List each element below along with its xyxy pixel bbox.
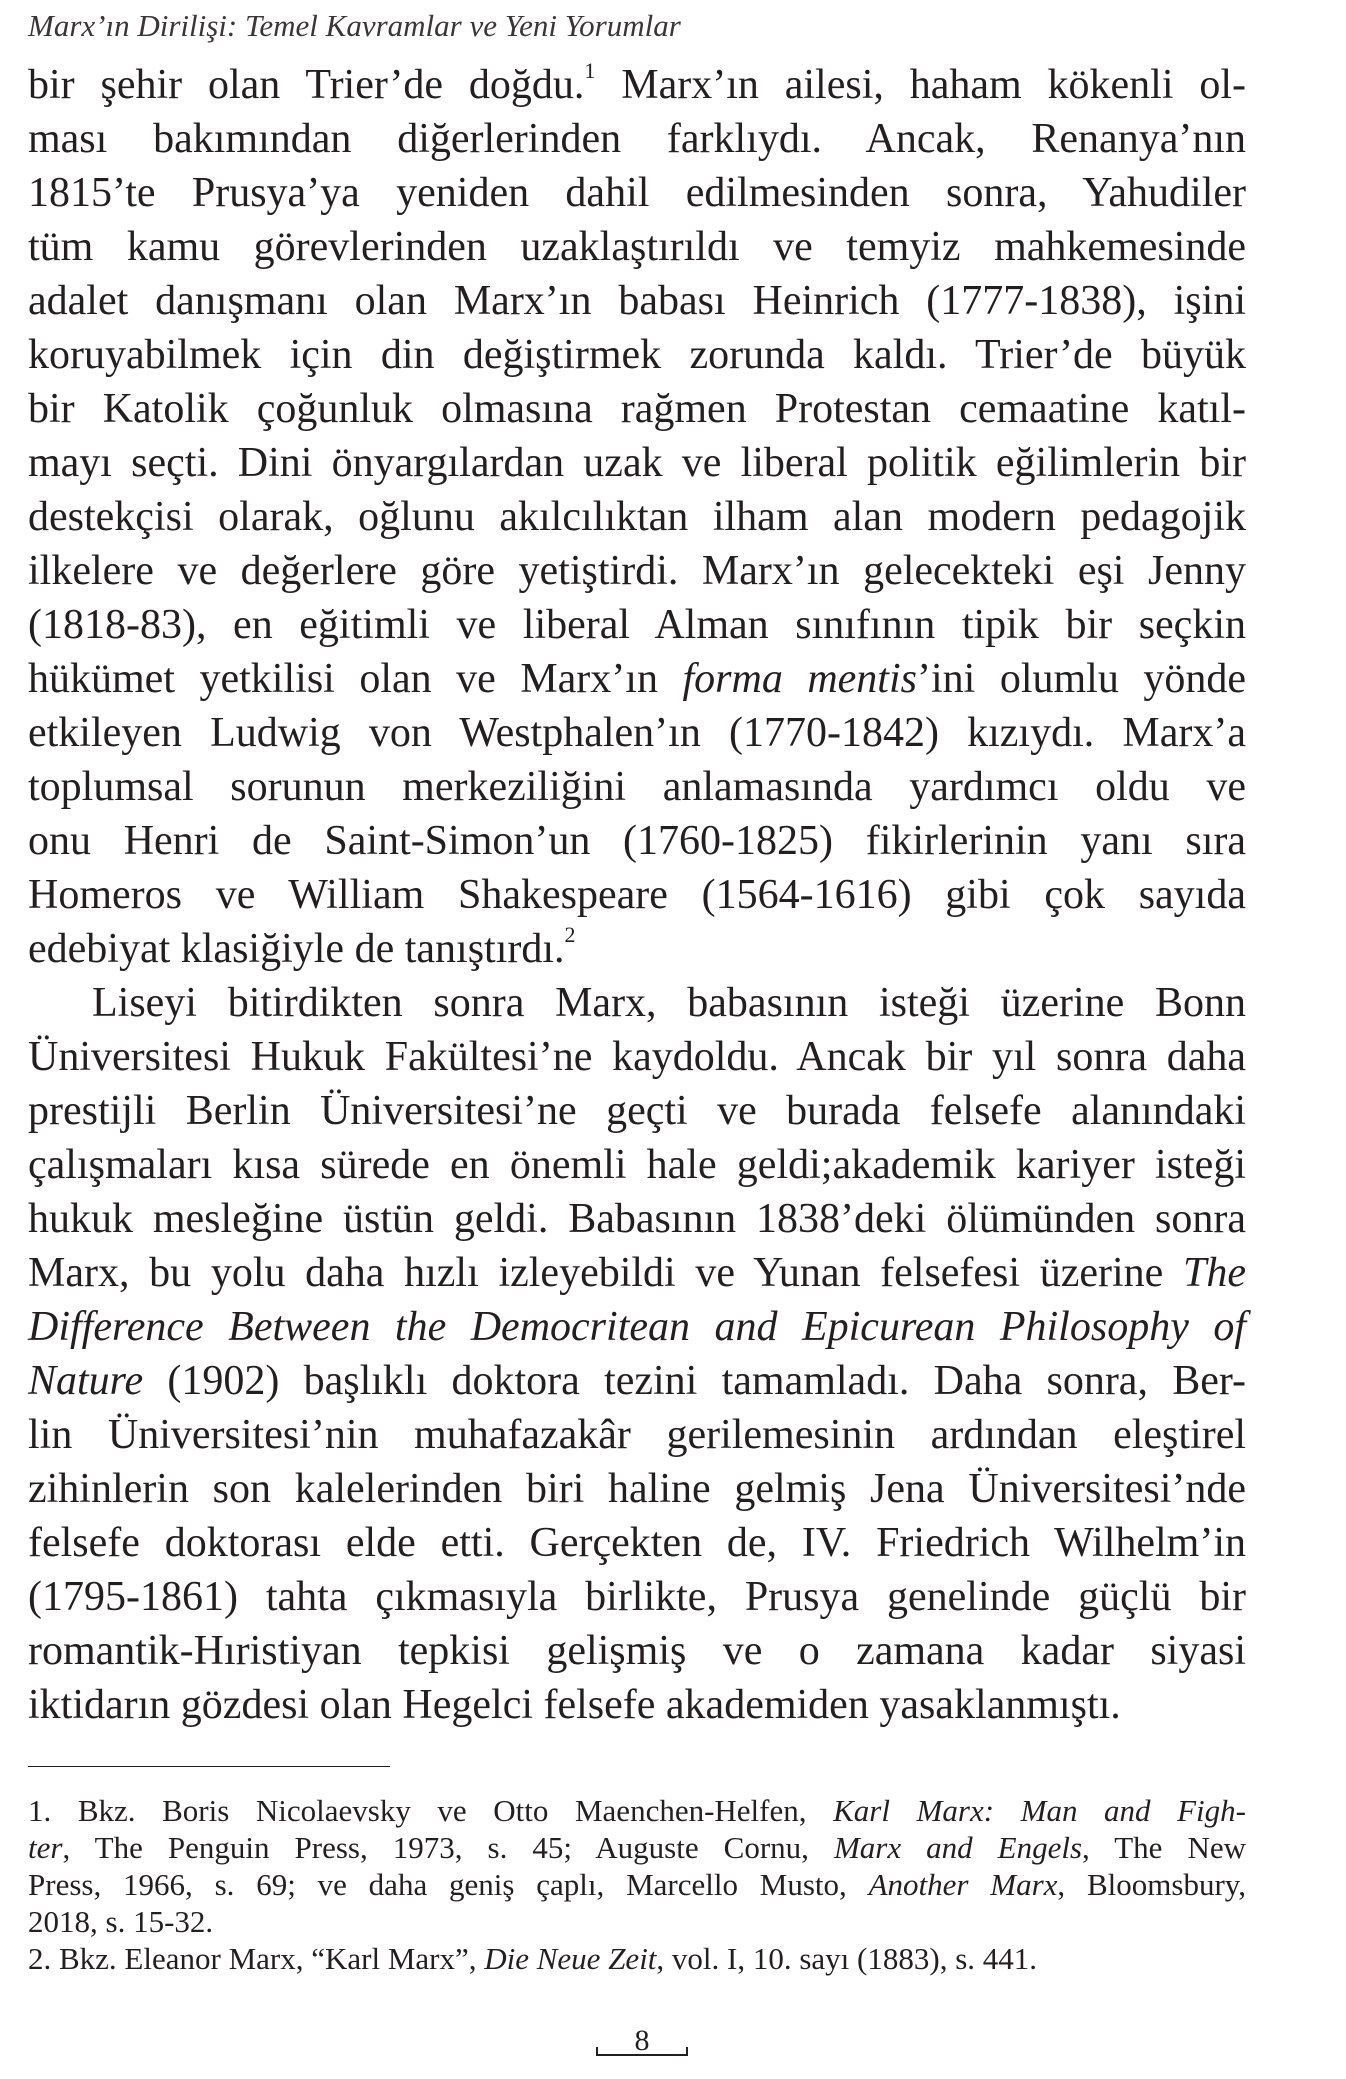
text-fragment: edebiyat klasiğiyle de tanıştırdı. (28, 926, 565, 972)
text-line-14: toplumsal sorunun merkeziliğini anlamasında yardımcı oldu ve (28, 764, 1246, 810)
text-line-25 (28, 1354, 1246, 1408)
italic-title: Marx and Engels (833, 1830, 1083, 1865)
text-fragment: Marx, bu yolu daha hızlı izleyebildi ve Yunan felsefesi üzerine (28, 1250, 1164, 1296)
footnote-2 (28, 1940, 1246, 1977)
text-line-24 (28, 1300, 1246, 1354)
text-line-7: bir Katolik çoğunluk olmasına rağmen Protestan cemaatine katıl- (28, 386, 1246, 432)
text-line-6: koruyabilmek için din değiştirmek zorunda kaldı. Trier’de büyük (28, 332, 1246, 378)
text-line-29: (1795-1861) tahta çıkmasıyla birlikte, Prusya genelinde güçlü bir (28, 1574, 1246, 1620)
italic-term: forma mentis (682, 656, 917, 702)
text-line-26: lin Üniversitesi’nin muhafazakâr gerilemesinin ardından eleştirel (28, 1412, 1246, 1458)
text-fragment: , The Penguin Press, 1973, s. 45; Auguste Cornu, (62, 1830, 809, 1865)
page-number-bracket (596, 2047, 688, 2056)
text-fragment: bir şehir olan Trier’de doğdu. (28, 62, 585, 108)
footnote-1-line-3 (28, 1866, 1246, 1903)
text-line-18: Liseyi bitirdikten sonra Marx, babasının isteği üzerine Bonn (92, 980, 1246, 1026)
text-line-28: felsefe doktorası elde etti. Gerçekten de, IV. Friedrich Wilhelm’in (28, 1520, 1246, 1566)
page-number: 8 (634, 2024, 650, 2057)
text-line-3: 1815’te Prusya’ya yeniden dahil edilmesinden sonra, Yahudiler (28, 170, 1246, 216)
italic-title: Another Marx (868, 1867, 1058, 1902)
text-line-1 (28, 58, 1246, 112)
text-fragment: ’ini olumlu yönde (916, 656, 1246, 702)
text-line-27: zihinlerin son kalelerinden biri haline gelmiş Jena Üniversitesi’nde (28, 1466, 1246, 1512)
text-line-22: hukuk mesleğine üstün geldi. Babasının 1838’deki ölümünden sonra (28, 1196, 1246, 1242)
italic-title: Die Neue Zeit (484, 1941, 657, 1976)
footnote-1-line-1 (28, 1792, 1246, 1829)
footnote-1-line-2 (28, 1829, 1246, 1866)
text-line-16: Homeros ve William Shakespeare (1564-1616) gibi çok sayıda (28, 872, 1246, 918)
footnote-divider (28, 1766, 390, 1767)
italic-title: Karl Marx: Man and Figh- (833, 1793, 1246, 1828)
text-line-17 (28, 922, 1246, 976)
text-line-13: etkileyen Ludwig von Westphalen’ın (1770-1842) kızıydı. Marx’a (28, 710, 1246, 756)
footnote-ref-1[interactable]: 1 (584, 58, 596, 83)
text-line-8: mayı seçti. Dini önyargılardan uzak ve liberal politik eğilimlerin bir (28, 440, 1246, 486)
footnotes (28, 1792, 1246, 1977)
text-line-4: tüm kamu görevlerinden uzaklaştırıldı ve temyiz mahkemesinde (28, 224, 1246, 270)
text-line-15: onu Henri de Saint-Simon’un (1760-1825) fikirlerinin yanı sıra (28, 818, 1246, 864)
text-line-9: destekçisi olarak, oğlunu akılcılıktan ilham alan modern pedagojik (28, 494, 1246, 540)
text-line-20: prestijli Berlin Üniversitesi’ne geçti ve burada felsefe alanındaki (28, 1088, 1246, 1134)
footnote-1-line-4: 2018, s. 15-32. (28, 1904, 214, 1939)
text-line-23 (28, 1246, 1246, 1300)
text-line-5: adalet danışmanı olan Marx’ın babası Heinrich (1777-1838), işini (28, 278, 1246, 324)
text-line-21: çalışmaları kısa sürede en önemli hale geldi;akademik kariyer isteği (28, 1142, 1246, 1188)
text-fragment: , The New (1082, 1830, 1246, 1865)
text-fragment: 1. Bkz. Boris Nicolaevsky ve Otto Maenchen-Helfen, (28, 1793, 807, 1828)
text-fragment: Press, 1966, s. 69; ve daha geniş çaplı, Marcello Musto, (28, 1867, 847, 1902)
body-text (28, 58, 1246, 1732)
text-line-11: (1818-83), en eğitimli ve liberal Alman sınıfının tipik bir seçkin (28, 602, 1246, 648)
text-fragment: hükümet yetkilisi olan ve Marx’ın (28, 656, 658, 702)
text-fragment: , vol. I, 10. sayı (1883), s. 441. (656, 1941, 1038, 1976)
text-line-31: iktidarın gözdesi olan Hegelci felsefe akademiden yasaklanmıştı. (28, 1682, 1121, 1728)
text-fragment: Marx’ın ailesi, haham kökenli ol- (595, 62, 1247, 108)
text-fragment: , Bloomsbury, (1057, 1867, 1247, 1902)
text-line-10: ilkelere ve değerlere göre yetiştirdi. Marx’ın gelecekteki eşi Jenny (28, 548, 1246, 594)
italic-title: Nature (28, 1358, 144, 1404)
italic-title: The (1183, 1250, 1247, 1296)
italic-title: Difference Between the Democritean and Epicurean Philosophy of (28, 1304, 1246, 1350)
running-header: Marx’ın Dirilişi: Temel Kavramlar ve Yeni Yorumlar (28, 8, 681, 43)
footnote-ref-2[interactable]: 2 (564, 922, 576, 947)
text-line-19: Üniversitesi Hukuk Fakültesi’ne kaydoldu. Ancak bir yıl sonra daha (28, 1034, 1246, 1080)
text-fragment: (1902) başlıklı doktora tezini tamamladı. Daha sonra, Ber- (167, 1358, 1246, 1404)
text-line-2: ması bakımından diğerlerinden farklıydı. Ancak, Renanya’nın (28, 116, 1246, 162)
text-line-30: romantik-Hıristiyan tepkisi gelişmiş ve o zamana kadar siyasi (28, 1628, 1246, 1674)
italic-title: ter (28, 1830, 63, 1865)
text-line-12 (28, 652, 1246, 706)
text-fragment: 2. Bkz. Eleanor Marx, “Karl Marx”, (28, 1941, 477, 1976)
